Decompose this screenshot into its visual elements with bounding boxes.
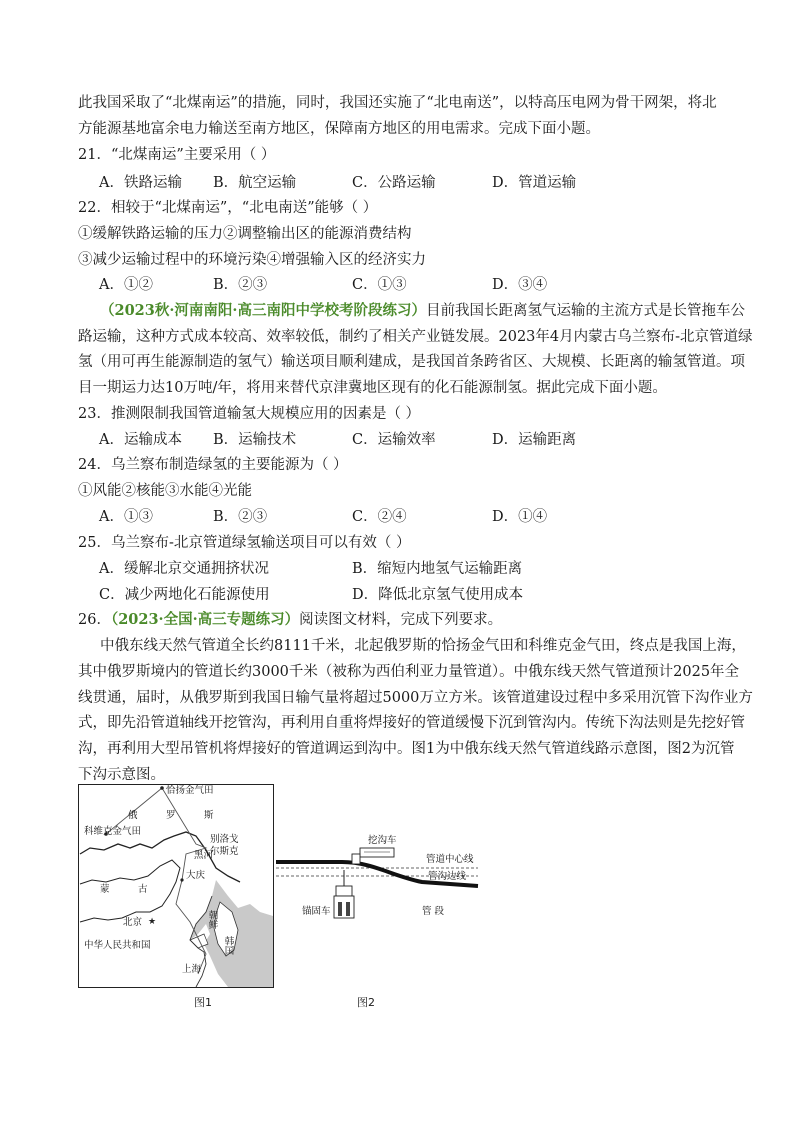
q24-option-a[interactable]: A．①③ [99, 509, 153, 525]
q22-option-c[interactable]: C．①③ [352, 277, 407, 293]
passage2-line-4: 目一期运力达10万吨/年，将用来替代京津冀地区现有的化石能源制氢。据此完成下面小题。 [78, 380, 667, 396]
q24-items: ①风能②核能③水能④光能 [78, 483, 252, 499]
label-kovykta: 科维克金气田 [84, 826, 142, 837]
q24-option-c[interactable]: C．②④ [352, 509, 407, 525]
passage2-line-1 [100, 301, 745, 321]
figure-2-caption: 图2 [357, 996, 375, 1009]
q26-paragraph-line-6: 下沟示意图。 [78, 767, 165, 783]
label-mongolia-2: 古 [138, 884, 148, 895]
q26-source: （2023·全国·高三专题练习） [110, 611, 300, 628]
label-russia-1: 俄 [128, 810, 138, 821]
q21-option-a[interactable]: A．铁路运输 [99, 175, 182, 191]
q25-option-d[interactable]: D．降低北京氢气使用成本 [352, 587, 524, 603]
daqing-marker [180, 878, 183, 881]
label-korea: 朝鲜 [206, 910, 218, 929]
excavator-body [360, 848, 394, 857]
q21-stem: 21．“北煤南运”主要采用（ ） [78, 147, 276, 163]
label-pipe-segment: 管 段 [422, 906, 445, 917]
chayanda-marker [160, 786, 164, 790]
passage2-line1-text: 目前我国长距离氢气运输的主流方式是长管拖车公 [425, 303, 745, 319]
excavator-bucket [352, 854, 360, 864]
label-blago-2: 尔斯克 [210, 846, 239, 857]
label-russia-2: 罗 [166, 810, 176, 821]
label-south-korea: 韩国 [222, 936, 234, 955]
q22-items-1: ①缓解铁路运输的压力②调整输出区的能源消费结构 [78, 226, 412, 242]
q25-stem: 25．乌兰察布-北京管道绿氢输送项目可以有效（ ） [78, 535, 411, 551]
label-trench-edge: 管沟边线 [428, 871, 467, 882]
q26-stem-text: 阅读图文材料，完成下列要求。 [299, 612, 503, 628]
q22-items-2: ③减少运输过程中的环境污染④增强输入区的经济实力 [78, 252, 426, 268]
q26-paragraph-line-5: 沟，再利用大型吊管机将焊接好的管道调运到沟中。图1为中俄东线天然气管道线路示意图，图2为沉管 [78, 741, 735, 757]
q23-option-c[interactable]: C．运输效率 [352, 432, 436, 448]
label-anchor-vehicle: 锚固车 [302, 906, 331, 917]
q22-option-d[interactable]: D．③④ [492, 277, 548, 293]
label-excavator: 挖沟车 [368, 835, 397, 846]
label-russia-3: 斯 [204, 810, 214, 821]
passage2-source: （2023秋·河南南阳·高三南阳中学校考阶段练习） [100, 302, 426, 319]
label-china: 中华人民共和国 [84, 940, 151, 951]
anchor-vehicle-top [336, 886, 352, 896]
label-shanghai: 上海 [182, 964, 202, 975]
label-chayanda: 恰扬金气田 [166, 785, 214, 796]
q22-option-b[interactable]: B．②③ [213, 277, 268, 293]
label-mongolia-1: 蒙 [100, 884, 110, 895]
q26-paragraph-line-4: 式，即先沿管道轴线开挖管沟，再利用自重将焊接好的管道缓慢下沉到管沟内。传统下沟法则是先挖好管 [78, 715, 745, 731]
q21-option-d[interactable]: D．管道运输 [492, 175, 577, 191]
q26-paragraph-line-1: 中俄东线天然气管道全长约8111千米，北起俄罗斯的恰扬金气田和科维克金气田，终点是我国上海， [100, 638, 746, 654]
q22-stem: 22．相较于“北煤南运”，“北电南送”能够（ ） [78, 200, 378, 216]
q22-option-a[interactable]: A．①② [99, 277, 153, 293]
intro-line-1: 此我国采取了“北煤南运”的措施，同时，我国还实施了“北电南送”，以特高压电网为骨干网架，将北 [78, 95, 717, 111]
q26-paragraph-line-2: 其中俄罗斯境内的管道长约3000千米（被称为西伯利亚力量管道）。中俄东线天然气管道预计2025年全 [78, 664, 740, 680]
q26-number: 26． [78, 612, 111, 628]
q23-option-d[interactable]: D．运输距离 [492, 432, 577, 448]
passage2-line-3: 氢（用可再生能源制造的氢气）输送项目顺利建成，是我国首条跨省区、大规模、长距离的输氢管道。项 [78, 354, 745, 370]
figure-2-diagram [272, 828, 484, 938]
q21-option-c[interactable]: C．公路运输 [352, 175, 436, 191]
q26-paragraph-line-3: 线贯通，届时，从俄罗斯到我国日输气量将超过5000万立方米。该管道建设过程中多采用沉管下沟作业方 [78, 690, 753, 706]
passage2-line-2: 路运输，这种方式成本较高、效率较低，制约了相关产业链发展。2023年4月内蒙古乌兰察布-北京管道绿 [78, 329, 753, 345]
label-blago-1: 别洛戈 [210, 834, 239, 845]
label-heihe: 黑河 [194, 850, 214, 861]
label-beijing: 北京 [122, 917, 142, 928]
q24-option-b[interactable]: B．②③ [213, 509, 268, 525]
q23-stem: 23．推测限制我国管道输氢大规模应用的因素是（ ） [78, 406, 421, 422]
q25-option-b[interactable]: B．缩短内地氢气运输距离 [352, 561, 523, 577]
q26-stem [78, 610, 502, 630]
q24-stem: 24．乌兰察布制造绿氢的主要能源为（ ） [78, 457, 348, 473]
q21-option-b[interactable]: B．航空运输 [213, 175, 297, 191]
figure-1-map [78, 784, 274, 988]
q23-option-a[interactable]: A．运输成本 [99, 432, 182, 448]
q23-option-b[interactable]: B．运输技术 [213, 432, 297, 448]
figure-1-caption: 图1 [194, 996, 212, 1009]
anchor-vehicle-wheel-1 [338, 902, 342, 916]
beijing-star: ★ [148, 917, 157, 927]
q24-option-d[interactable]: D．①④ [492, 509, 548, 525]
intro-line-2: 方能源基地富余电力输送至南方地区，保障南方地区的用电需求。完成下面小题。 [78, 121, 600, 137]
anchor-vehicle-wheel-2 [346, 902, 350, 916]
label-daqing: 大庆 [186, 870, 206, 881]
q25-option-c[interactable]: C．减少两地化石能源使用 [99, 587, 270, 603]
label-centerline: 管道中心线 [426, 854, 474, 865]
q25-option-a[interactable]: A．缓解北京交通拥挤状况 [99, 561, 269, 577]
anchor-vehicle-body [334, 896, 354, 918]
